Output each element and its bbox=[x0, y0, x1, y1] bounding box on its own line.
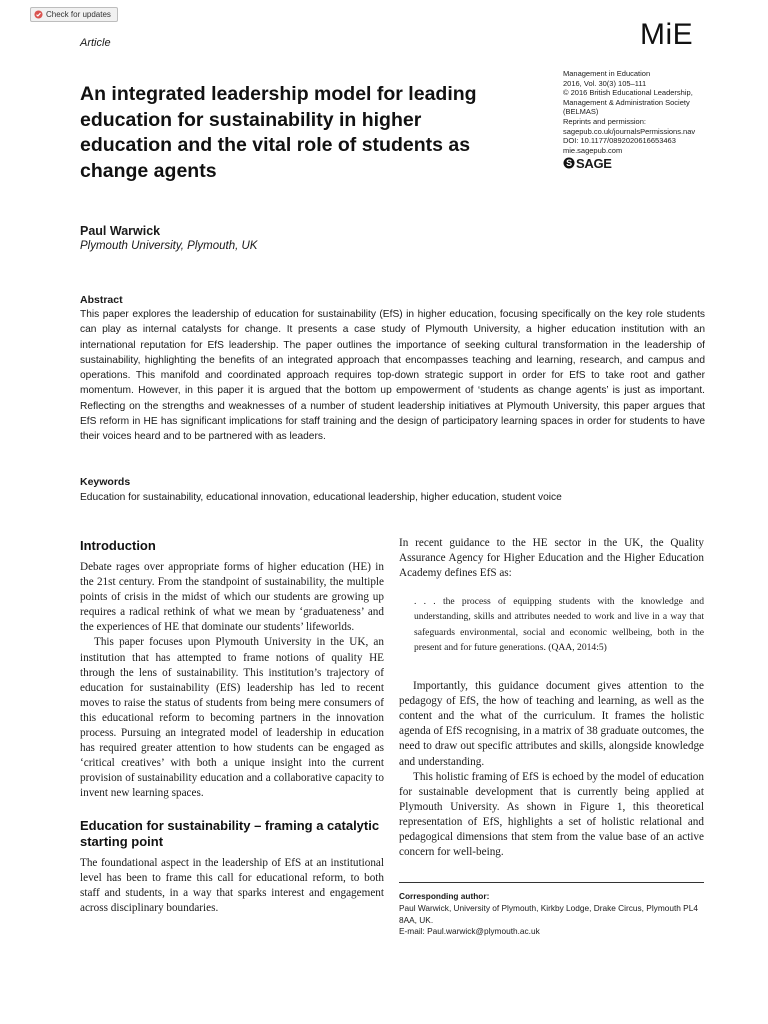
body-paragraph: This holistic framing of EfS is echoed by the model of education for sustainable development that is currently being applied at Plymouth University. As shown in Figure 1, this theoretical representation of EfS, highlights a set of holistic relational and pedagogical dimensions that stem from the value base of an active concern for well-being. bbox=[399, 770, 704, 859]
svg-text:S: S bbox=[566, 158, 572, 169]
article-title: An integrated leadership model for leading education for sustainability in higher education and the vital role of students as change agents bbox=[80, 83, 477, 182]
section-heading: Education for sustainability – framing a catalytic starting point bbox=[80, 817, 380, 849]
keywords-heading: Keywords bbox=[80, 476, 131, 488]
body-paragraph: Importantly, this guidance document gives attention to the pedagogy of EfS, the how of teaching and learning, as well as the content and the what of the curriculum. It frames the holistic agenda of EfS recognising, in a matrix of 38 graduate outcomes, the need to draw out specific attributes and skills, alongside knowledge and understanding. bbox=[399, 680, 704, 768]
author-name: Paul Warwick bbox=[80, 224, 161, 238]
check-for-updates-label: Check for updates bbox=[46, 10, 111, 19]
article-type-label: Article bbox=[80, 37, 111, 49]
left-column bbox=[80, 538, 384, 916]
reprints-label: Reprints and permission: bbox=[563, 116, 646, 126]
body-paragraph: In recent guidance to the HE sector in the UK, the Quality Assurance Agency for Higher Education and the Higher Education Academy defines EfS as: bbox=[399, 537, 704, 580]
corresponding-author-address: Paul Warwick, University of Plymouth, Kirkby Lodge, Drake Circus, Plymouth PL4 8AA, UK. bbox=[399, 902, 698, 925]
copyright-line: (BELMAS) bbox=[563, 107, 599, 117]
body-paragraph: This paper focuses upon Plymouth University in the UK, an institution that has attempted to frame notions of quality HE through the lens of sustainability. This institution’s trajectory of education for sustainability (EfS) leadership has led to recent moves to raise the status of students from being mere consumers of this educational reform to becoming partners in the innovation process. Pursuing an integrated model of leadership in education has required greater attention to how students can be engaged as ‘critical creatives’ with both a unique insight into the current provision of sustainability education and a collaborative capacity to invent new learning spaces. bbox=[80, 636, 384, 800]
author-affiliation: Plymouth University, Plymouth, UK bbox=[80, 240, 258, 252]
permissions-link[interactable]: sagepub.co.uk/journalsPermissions.nav bbox=[563, 126, 696, 136]
right-column bbox=[399, 536, 704, 860]
body-paragraph: Debate rages over appropriate forms of higher education (HE) in the 21st century. From the standpoint of sustainability, the multiple points of crisis in the midst of which our students are growing up requires a radical rethink of what we mean by ‘graduateness’ and the experiences of HE that dominate our students’ lifeworlds. bbox=[80, 561, 384, 634]
check-updates-icon bbox=[34, 10, 43, 19]
sage-logo-icon bbox=[563, 157, 575, 169]
journal-metadata bbox=[563, 69, 733, 169]
journal-site-link[interactable]: mie.sagepub.com bbox=[563, 145, 623, 155]
publisher-name: SAGE bbox=[576, 155, 612, 171]
introduction-heading: Introduction bbox=[80, 538, 156, 553]
copyright-line: © 2016 British Educational Leadership, bbox=[563, 88, 693, 98]
corresponding-author-email[interactable]: E-mail: Paul.warwick@plymouth.ac.uk bbox=[399, 926, 540, 937]
corresponding-author-note bbox=[399, 882, 704, 938]
keywords-text: Education for sustainability, educational innovation, educational leadership, higher education, student voice bbox=[80, 492, 562, 503]
abstract-heading: Abstract bbox=[80, 294, 123, 306]
journal-name: Management in Education bbox=[563, 69, 651, 78]
body-paragraph: The foundational aspect in the leadership of EfS at an institutional level has been to frame this call for educational reform, to both staff and students, in a way that sparks interest and engagement across disciplinary boundaries. bbox=[80, 856, 384, 914]
doi-link[interactable]: DOI: 10.1177/0892020616653463 bbox=[563, 136, 676, 146]
copyright-line: Management & Administration Society bbox=[563, 97, 690, 107]
journal-logo: MiE bbox=[640, 18, 694, 51]
block-quote: . . . the process of equipping students with the knowledge and understanding, skills and attributes needed to work and live in a way that safeguards environmental, social and economic wellbeing, both in the present and for future generations. (QAA, 2014:5) bbox=[414, 596, 704, 653]
publisher-logo bbox=[563, 157, 733, 169]
volume-info: 2016, Vol. 30(3) 105–111 bbox=[563, 78, 647, 88]
corresponding-author-label: Corresponding author: bbox=[399, 891, 490, 901]
check-for-updates-badge[interactable] bbox=[30, 7, 118, 22]
abstract-text: This paper explores the leadership of education for sustainability (EfS) in higher education, focusing specifically on the key role students can play as internal catalysts for change. It presents a case study of Plymouth University, a higher education institution with an international reputation for EfS leadership. The paper outlines the importance of seeking cultural transformation in the leadership of sustainability, highlighting the benefits of an integrated approach that encompasses teaching and learning, research, and campus and operations. This manifold and coordinated approach requires top-down strategic support in order for EfS to take root and gather momentum. However, in this paper it is argued that the bottom up empowerment of ‘students as change agents’ is just as important. Reflecting on the strengths and weaknesses of a number of student leadership initiatives at Plymouth University, this paper argues that EfS reform in HE has significant implications for staff training and the design of participatory learning spaces in order for students to have their voices heard and to be partnered with as leaders. bbox=[80, 309, 705, 443]
